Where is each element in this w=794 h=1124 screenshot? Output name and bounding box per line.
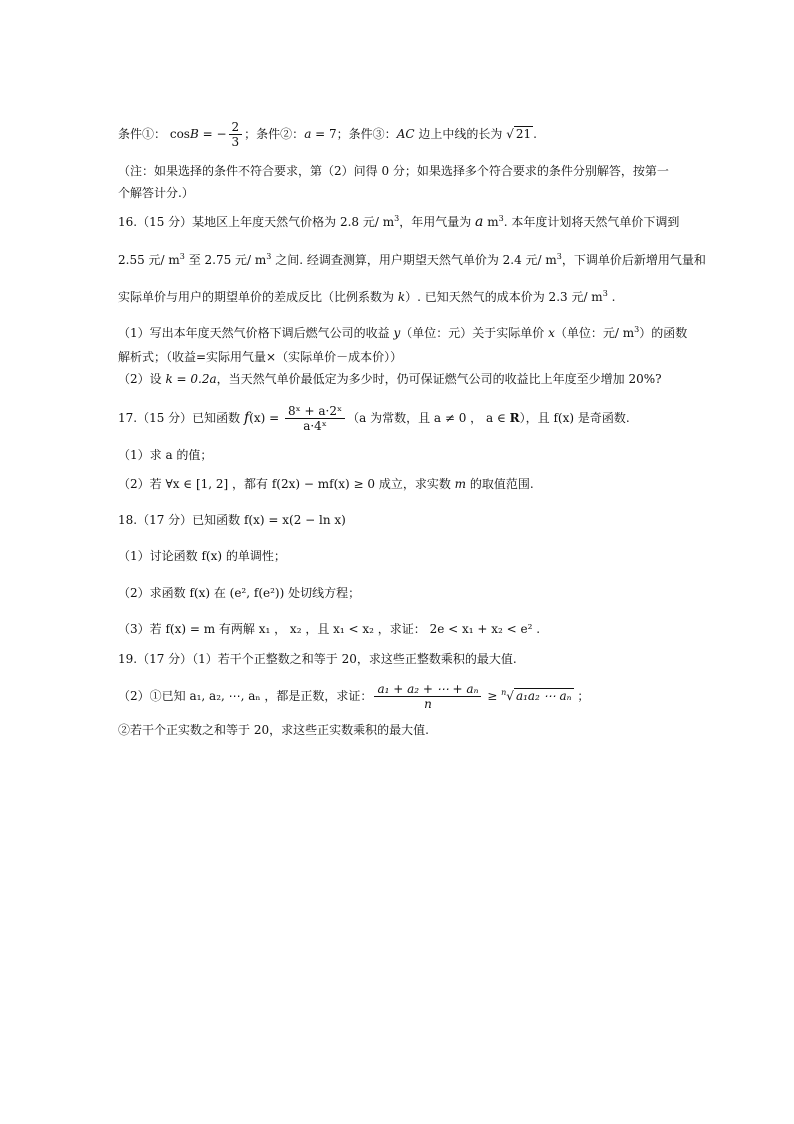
q18-part-1: （1）讨论函数 f(x) 的单调性； bbox=[118, 549, 286, 563]
var-a: a bbox=[304, 127, 312, 141]
var-b: B bbox=[189, 127, 199, 141]
root-index: n bbox=[501, 688, 507, 697]
q18-part-2: （2）求函数 f(x) 在 (e², f(e²)) 处切线方程； bbox=[118, 586, 361, 600]
q19-fraction: $\frac{\text{a₁ + a₂ + ⋯ + aₙ}}{n}$ bbox=[374, 682, 481, 711]
cond-label-3: ；条件③： bbox=[336, 127, 397, 141]
q16-line-2: 2.55 元/ $m^3$ 至 2.75 元/ $m^3$ 之间. 经调查测算，用户期望天然气单价为 2.4 元/ $m^3$，下调单价后新增用气量和 bbox=[118, 252, 706, 267]
q18-part-3: （3）若 f(x) = m 有两解 x₁ ， x₂ ，且 x₁ < x₂ ，求证： 2e < x₁ + x₂ < e² . bbox=[118, 622, 541, 636]
sqrt-21: √ 21 bbox=[506, 127, 532, 141]
cos-fraction bbox=[229, 120, 243, 149]
nth-root: √ a₁a₂ ⋯ aₙ bbox=[506, 689, 572, 703]
q16-line-1: 16.（15 分）某地区上年度天然气价格为 2.8 元/ $m^3$，年用气量为 a $m^3$. 本年度计划将天然气单价下调到 bbox=[118, 214, 680, 230]
q19-head: 19.（17 分）（1）若干个正整数之和等于 20，求这些正整数乘积的最大值. bbox=[118, 652, 517, 666]
frac-num: 2 bbox=[229, 120, 243, 135]
q16-line-3: 实际单价与用户的期望单价的差成反比（比例系数为 k）. 已知天然气的成本价为 2.3 元/ $m^3$ . bbox=[118, 289, 616, 304]
q16-part-1-cont: 解析式；（收益=实际用气量×（实际单价－成本价）） bbox=[118, 350, 403, 364]
a-value: = 7 bbox=[311, 127, 337, 141]
q17-fraction: $\frac{\text{8ˣ + a·2ˣ}}{\text{a·4ˣ}}$ bbox=[285, 404, 345, 433]
q19-part-3: ②若干个正实数之和等于 20，求这些正实数乘积的最大值. bbox=[118, 723, 429, 737]
q16-part-1: （1）写出本年度天然气价格下调后燃气公司的收益 y（单位：元）关于实际单价 x（单位：元/ $m^3$）的函数 bbox=[118, 325, 688, 340]
eq-minus: = − bbox=[198, 127, 227, 141]
cond-label-1: 条件①： bbox=[118, 127, 167, 141]
q16-part-2: （2）设 k = 0.2a，当天然气单价最低定为多少时，仍可保证燃气公司的收益比上年度至少增加 20%? bbox=[118, 372, 662, 386]
cos-text: cos bbox=[169, 127, 190, 141]
seg-ac: AC bbox=[396, 127, 415, 141]
q17-part-2: （2）若 ∀x ∈ [1, 2] ，都有 f(2x) − mf(x) ≥ 0 成立，求实数 m 的取值范围. bbox=[118, 477, 534, 491]
cond-end: . bbox=[533, 127, 537, 141]
q19-part-2: （2）①已知 a₁, a₂, ⋯, aₙ ，都是正数，求证： $\frac{\text{a₁ + a₂ + ⋯ + aₙ}}{n}$ ≥ $^n$√ a₁a₂ ⋯ aₙ ； bbox=[118, 682, 590, 711]
cond-3-text: 边上中线的长为 bbox=[414, 127, 507, 141]
q17-head: 17.（15 分）已知函数 f(x) = $\frac{\text{8ˣ + a·2ˣ}}{\text{a·4ˣ}}$ （a 为常数，且 a ≠ 0 ， a ∈ R），且 f(x) 是奇函数. bbox=[118, 404, 630, 433]
frac-den: 3 bbox=[231, 135, 240, 149]
note-text: （注：如果选择的条件不符合要求，第（2）问得 0 分；如果选择多个符合要求的条件分别解答，按第一个解答计分.） bbox=[118, 164, 669, 200]
cond-label-2: ；条件②： bbox=[244, 127, 305, 141]
condition-line bbox=[118, 120, 537, 149]
q17-part-1: （1）求 a 的值； bbox=[118, 448, 213, 462]
q18-head: 18.（17 分）已知函数 f(x) = x(2 − ln x) bbox=[118, 513, 346, 527]
